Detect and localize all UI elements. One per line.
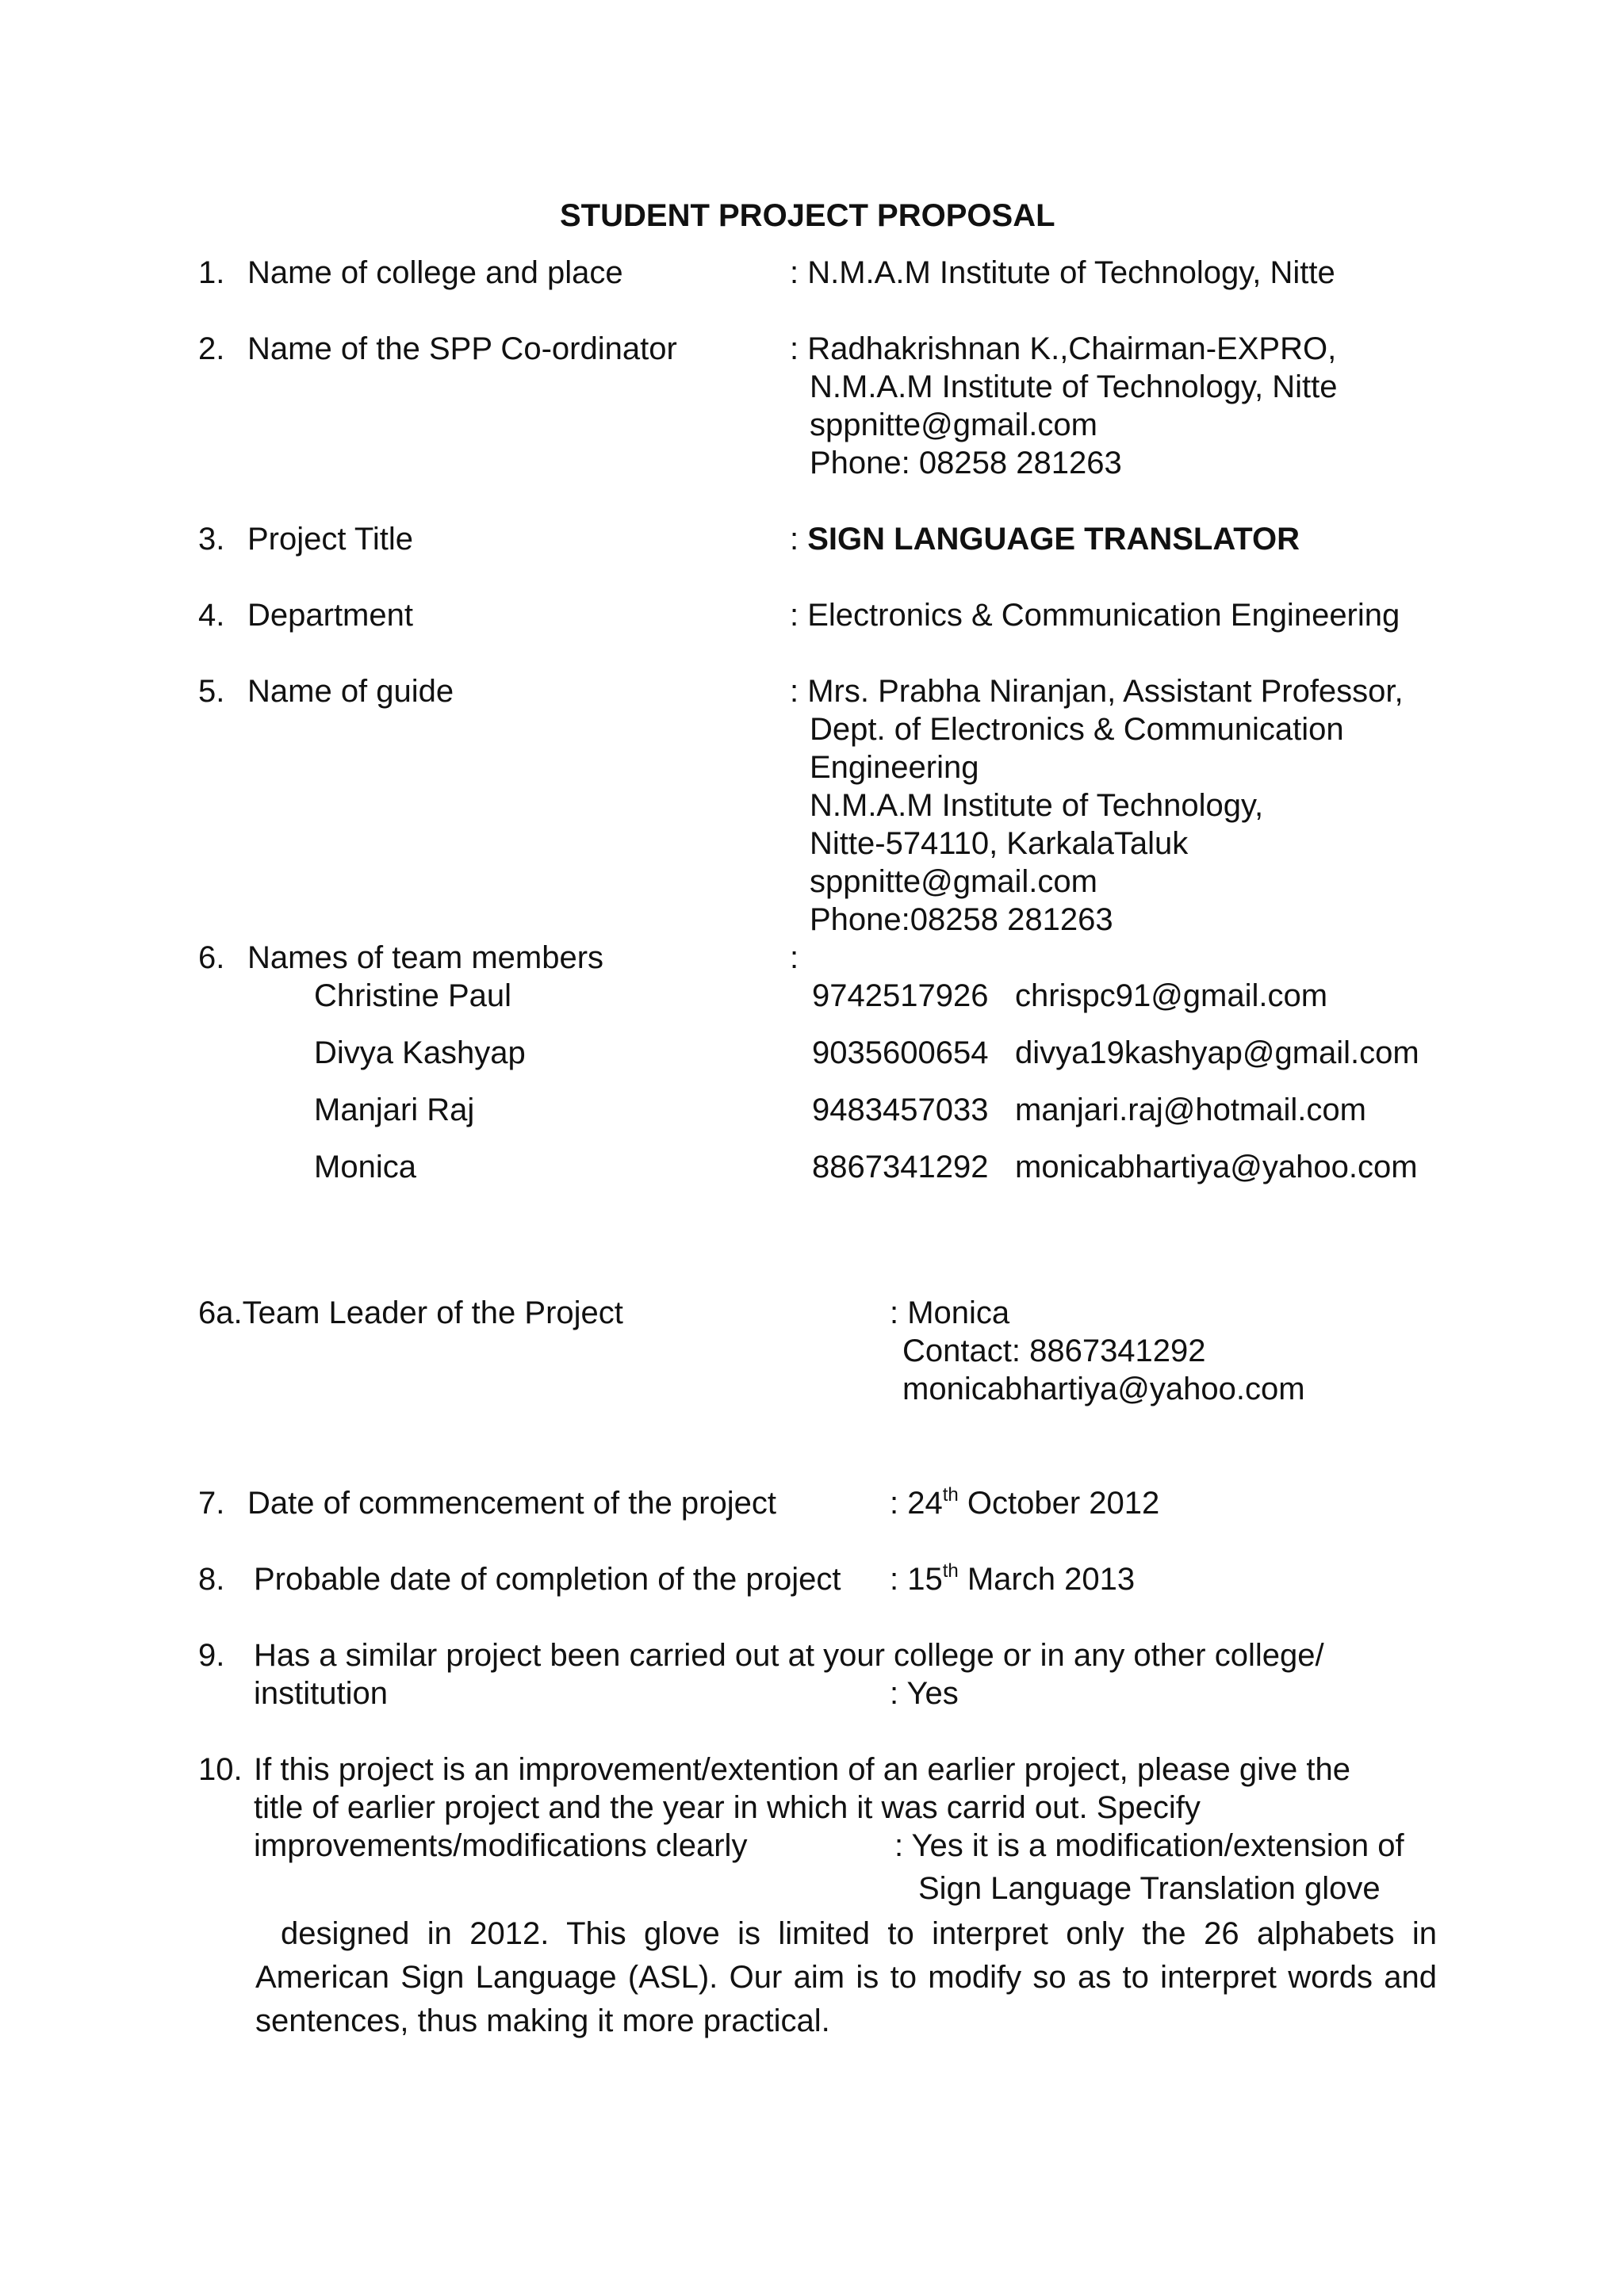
item-2-line: sppnitte@gmail.com xyxy=(810,408,1097,442)
item-5-line: sppnitte@gmail.com xyxy=(810,864,1097,899)
item-3-colon: : xyxy=(790,522,808,557)
item-10-label-cont: improvements/modifications clearly xyxy=(254,1828,748,1863)
member-phone: 8867341292 xyxy=(812,1150,989,1184)
commencement-day: : 24 xyxy=(890,1486,943,1521)
item-4-value: : Electronics & Communication Engineering xyxy=(790,598,1400,633)
item-3-value-row xyxy=(790,520,1300,558)
member-phone: 9483457033 xyxy=(812,1093,989,1127)
item-7-label: Date of commencement of the project xyxy=(247,1486,776,1521)
commencement-month-year: October 2012 xyxy=(958,1486,1160,1521)
item-9-number: 9. xyxy=(198,1638,225,1673)
member-phone: 9035600654 xyxy=(812,1035,989,1070)
item-5-line: N.M.A.M Institute of Technology, xyxy=(810,788,1264,823)
item-5-label: Name of guide xyxy=(247,674,454,709)
item-1-label: Name of college and place xyxy=(247,255,623,290)
completion-month-year: March 2013 xyxy=(958,1562,1136,1597)
member-name: Divya Kashyap xyxy=(314,1035,526,1070)
member-email: manjari.raj@hotmail.com xyxy=(1015,1093,1366,1127)
item-9-label: Has a similar project been carried out at your college or in any other college/ xyxy=(254,1638,1324,1673)
item-7-number: 7. xyxy=(198,1486,225,1521)
item-5-line: Dept. of Electronics & Communication xyxy=(810,712,1344,747)
member-phone: 9742517926 xyxy=(812,978,989,1013)
item-5-line: Engineering xyxy=(810,750,979,785)
item-2-value: : Radhakrishnan K.,Chairman-EXPRO, xyxy=(790,331,1337,366)
item-6a-line: Contact: 8867341292 xyxy=(902,1334,1206,1368)
item-6-number: 6. xyxy=(198,940,225,975)
item-2-line: Phone: 08258 281263 xyxy=(810,446,1122,480)
item-5-line: Nitte-574110, KarkalaTaluk xyxy=(810,826,1189,861)
item-3-number: 3. xyxy=(198,522,225,557)
item-10-label-cont: title of earlier project and the year in which it was carrid out. Specify xyxy=(254,1790,1201,1825)
member-name: Christine Paul xyxy=(314,978,512,1013)
member-name: Manjari Raj xyxy=(314,1093,475,1127)
commencement-date xyxy=(890,1484,1159,1522)
item-10-paragraph xyxy=(255,1912,1437,2043)
item-2-label: Name of the SPP Co-ordinator xyxy=(247,331,677,366)
item-3-label: Project Title xyxy=(247,522,413,557)
page-title: STUDENT PROJECT PROPOSAL xyxy=(560,198,1055,233)
item-10-value: : Yes it is a modification/extension of xyxy=(894,1828,1404,1863)
item-8-label: Probable date of completion of the project xyxy=(254,1562,841,1597)
item-1-number: 1. xyxy=(198,255,225,290)
item-2-number: 2. xyxy=(198,331,225,366)
item-6-label: Names of team members xyxy=(247,940,604,975)
item-6a-label: 6a.Team Leader of the Project xyxy=(198,1295,623,1330)
item-1-value: : N.M.A.M Institute of Technology, Nitte xyxy=(790,255,1335,290)
member-email: chrispc91@gmail.com xyxy=(1015,978,1328,1013)
member-name: Monica xyxy=(314,1150,416,1184)
item-10-label: If this project is an improvement/extention of an earlier project, please give the xyxy=(254,1752,1350,1787)
item-5-value: : Mrs. Prabha Niranjan, Assistant Professor, xyxy=(790,674,1404,709)
ordinal-suffix: th xyxy=(942,1559,959,1582)
item-8-number: 8. xyxy=(198,1562,225,1597)
item-6a-value: : Monica xyxy=(890,1295,1010,1330)
item-10-number: 10. xyxy=(198,1752,243,1787)
item-4-label: Department xyxy=(247,598,413,633)
item-10-value-cont: Sign Language Translation glove xyxy=(918,1871,1381,1906)
item-4-number: 4. xyxy=(198,598,225,633)
member-email: divya19kashyap@gmail.com xyxy=(1015,1035,1419,1070)
item-10-paragraph-text: designed in 2012. This glove is limited to interpret only the 26 alphabets in American Sign Language (ASL). Our aim is to modify so as to interpret words and sentences, thus making it more practical. xyxy=(255,1916,1437,2038)
project-title: SIGN LANGUAGE TRANSLATOR xyxy=(807,522,1300,557)
member-email: monicabhartiya@yahoo.com xyxy=(1015,1150,1418,1184)
item-9-label-cont: institution xyxy=(254,1676,388,1711)
item-5-number: 5. xyxy=(198,674,225,709)
completion-day: : 15 xyxy=(890,1562,943,1597)
item-9-value: : Yes xyxy=(890,1676,959,1711)
item-2-line: N.M.A.M Institute of Technology, Nitte xyxy=(810,369,1338,404)
item-6a-line: monicabhartiya@yahoo.com xyxy=(902,1372,1305,1406)
ordinal-suffix: th xyxy=(942,1483,959,1506)
item-5-line: Phone:08258 281263 xyxy=(810,902,1113,937)
completion-date xyxy=(890,1560,1135,1598)
item-6-colon: : xyxy=(790,940,799,975)
